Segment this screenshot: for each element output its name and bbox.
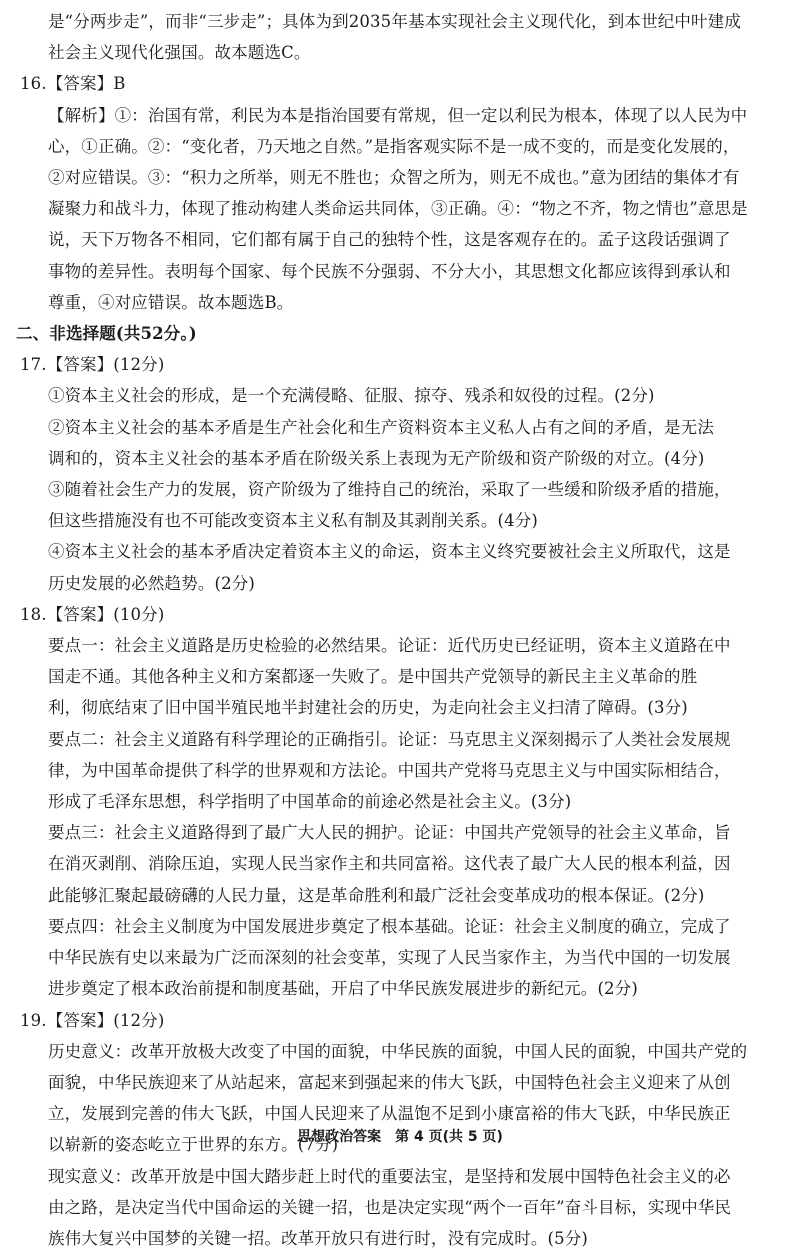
text-line: 调和的，资本主义社会的基本矛盾在阶级关系上表现为无产阶级和资产阶级的对立。(4分) — [48, 448, 705, 468]
text-line: 要点四：社会主义制度为中国发展进步奠定了根本基础。论证：社会主义制度的确立，完成了 — [48, 916, 731, 936]
text-line: 立，发展到完善的伟大飞跃，中国人民迎来了从温饱不足到小康富裕的伟大飞跃，中华民族正 — [48, 1104, 731, 1124]
section-title: 二、非选择题(共52分。) — [16, 324, 197, 344]
q17-answer — [0, 380, 800, 598]
text-line: 要点一：社会主义道路是历史检验的必然结果。论证：近代历史已经证明，资本主义道路在中 — [48, 636, 731, 656]
q17-block — [0, 349, 800, 380]
text-line: 要点三：社会主义道路得到了最广大人民的拥护。论证：中国共产党领导的社会主义革命，旨 — [48, 823, 731, 843]
q16-analysis — [0, 100, 800, 318]
text-line: ③随着社会生产力的发展，资产阶级为了维持自己的统治，采取了一些缓和阶级矛盾的措施， — [48, 480, 731, 500]
text-line: 族伟大复兴中国梦的关键一招。改革开放只有进行时，没有完成时。(5分) — [48, 1228, 588, 1248]
text-line: 历史发展的必然趋势。(2分) — [48, 573, 255, 593]
text-line: 进步奠定了根本政治前提和制度基础，开启了中华民族发展进步的新纪元。(2分) — [48, 979, 638, 999]
text-line: 利，彻底结束了旧中国半殖民地半封建社会的历史，为走向社会主义扫清了障碍。(3分) — [48, 698, 688, 718]
text-line: 国走不通。其他各种主义和方案都逐一失败了。是中国共产党领导的新民主主义革命的胜 — [48, 667, 698, 687]
text-line: 事物的差异性。表明每个国家、每个民族不分强弱、不分大小，其思想文化都应该得到承认和 — [48, 261, 731, 281]
text-line: 历史意义：改革开放极大改变了中国的面貌，中华民族的面貌，中国人民的面貌，中国共产党的 — [48, 1041, 748, 1061]
q16-heading: 16.【答案】B — [20, 74, 126, 94]
q19-block — [0, 1005, 800, 1036]
q15-tail — [0, 6, 800, 68]
q19-heading: 19.【答案】(12分) — [20, 1010, 165, 1030]
text-line: ②资本主义社会的基本矛盾是生产社会化和生产资料资本主义私人占有之间的矛盾，是无法 — [48, 417, 714, 437]
text-line: 尊重，④对应错误。故本题选B。 — [48, 292, 294, 312]
text-line: 形成了毛泽东思想，科学指明了中国革命的前途必然是社会主义。(3分) — [48, 792, 572, 812]
page-footer: 思想政治答案 第 4 页(共 5 页) — [297, 1129, 503, 1145]
q16-block — [0, 68, 800, 99]
text-line: ①资本主义社会的形成，是一个充满侵略、征服、掠夺、残杀和奴役的过程。(2分) — [48, 386, 655, 406]
text-line: 此能够汇聚起最磅礴的人民力量，这是革命胜利和最广泛社会变革成功的根本保证。(2分) — [48, 885, 705, 905]
text-line: ②对应错误。③：“积力之所举，则无不胜也；众智之所为，则无不成也。”意为团结的集体才有 — [48, 168, 740, 188]
text-line: 心，①正确。②：“变化者，乃天地之自然。”是指客观实际不是一成不变的，而是变化发展的， — [48, 136, 740, 156]
text-line: 面貌，中华民族迎来了从站起来，富起来到强起来的伟大飞跃，中国特色社会主义迎来了从创 — [48, 1072, 731, 1092]
text-line: ④资本主义社会的基本矛盾决定着资本主义的命运，资本主义终究要被社会主义所取代，这是 — [48, 542, 731, 562]
text-line: 【解析】①：治国有常，利民为本是指治国要有常规，但一定以利民为根本，体现了以人民为中 — [48, 105, 748, 125]
text-line: 中华民族有史以来最为广泛而深刻的社会变革，实现了人民当家作主，为当代中国的一切发展 — [48, 948, 731, 968]
q18-heading: 18.【答案】(10分) — [20, 604, 165, 624]
text-line: 以崭新的姿态屹立于世界的东方。(7分) — [48, 1135, 339, 1155]
text-line: 在消灭剥削、消除压迫，实现人民当家作主和共同富裕。这代表了最广大人民的根本利益，因 — [48, 854, 731, 874]
text-line: 社会主义现代化强国。故本题选C。 — [48, 43, 311, 63]
text-line: 由之路，是决定当代中国命运的关键一招，也是决定实现“两个一百年”奋斗目标，实现中华民 — [48, 1197, 732, 1217]
q18-answer — [0, 630, 800, 1004]
text-line: 是“分两步走”，而非“三步走”；具体为到2035年基本实现社会主义现代化，到本世纪中叶建成 — [48, 12, 741, 31]
q18-block — [0, 599, 800, 630]
text-line: 现实意义：改革开放是中国大踏步赶上时代的重要法宝，是坚持和发展中国特色社会主义的必 — [48, 1166, 731, 1186]
text-line: 律，为中国革命提供了科学的世界观和方法论。中国共产党将马克思主义与中国实际相结合， — [48, 760, 731, 780]
section-heading — [0, 318, 800, 349]
text-line: 要点二：社会主义道路有科学理论的正确指引。论证：马克思主义深刻揭示了人类社会发展规 — [48, 729, 731, 749]
q17-heading: 17.【答案】(12分) — [20, 355, 165, 375]
text-line: 凝聚力和战斗力，体现了推动构建人类命运共同体，③正确。④：“物之不齐，物之情也”意思是 — [48, 199, 748, 219]
text-line: 但这些措施没有也不可能改变资本主义私有制及其剥削关系。(4分) — [48, 511, 539, 531]
text-line: 说，天下万物各不相同，它们都有属于自己的独特个性，这是客观存在的。孟子这段话强调了 — [48, 230, 731, 250]
